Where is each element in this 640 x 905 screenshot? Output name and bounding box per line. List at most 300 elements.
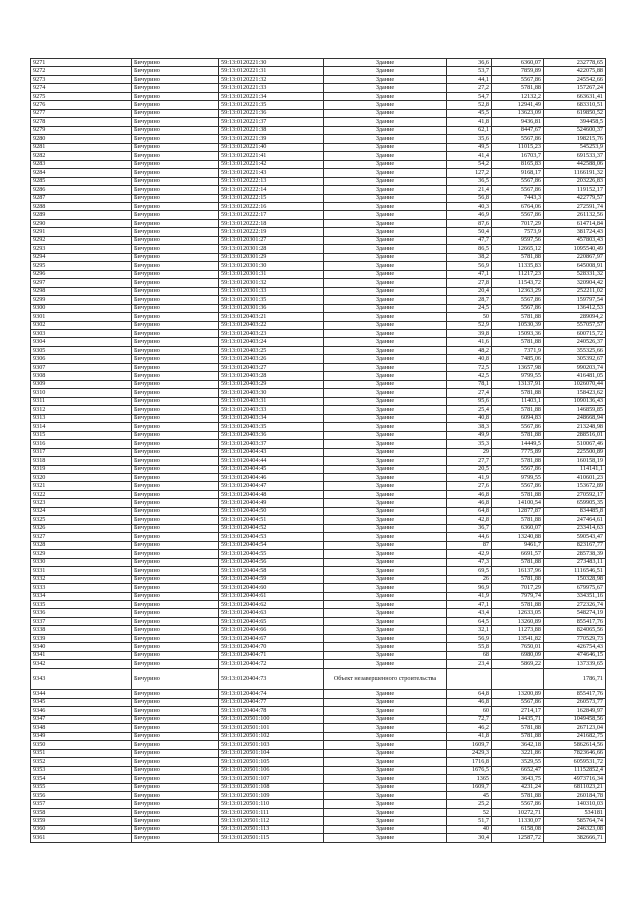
table-row (31, 389, 606, 397)
area-cell: 50,4 (447, 228, 492, 236)
object-type-cell: Здание (324, 330, 447, 338)
cadastral-value-cell: 246323,08 (544, 825, 606, 833)
area-cell: 56,9 (447, 634, 492, 642)
area-cell: 96,9 (447, 584, 492, 592)
locality-cell: Бичурино (132, 355, 219, 363)
object-type-cell: Здание (324, 270, 447, 278)
cadastral-value-cell: 159797,54 (544, 296, 606, 304)
area-cell: 53,7 (447, 67, 492, 75)
rate-cell: 7485,06 (492, 355, 544, 363)
table-row (31, 296, 606, 304)
row-number-cell: 9344 (31, 690, 132, 698)
row-number-cell: 9281 (31, 143, 132, 151)
locality-cell: Бичурино (132, 397, 219, 405)
object-type-cell: Здание (324, 186, 447, 194)
row-number-cell: 9318 (31, 457, 132, 465)
cadastral-value-cell: 600715,72 (544, 330, 606, 338)
rate-cell: 6691,57 (492, 550, 544, 558)
cadastral-number-cell: 59:13:0120404:50 (219, 507, 324, 515)
object-type-cell: Здание (324, 279, 447, 287)
cadastral-value-cell: 457803,43 (544, 236, 606, 244)
cadastral-value-cell: 5862614,56 (544, 741, 606, 749)
object-type-cell: Здание (324, 92, 447, 100)
locality-cell: Бичурино (132, 698, 219, 706)
rate-cell: 12132,2 (492, 92, 544, 100)
locality-cell: Бичурино (132, 499, 219, 507)
cadastral-number-cell: 59:13:0120501:102 (219, 732, 324, 740)
cadastral-value-cell: 422075,88 (544, 67, 606, 75)
locality-cell: Бичурино (132, 92, 219, 100)
object-type-cell: Здание (324, 338, 447, 346)
row-number-cell: 9314 (31, 423, 132, 431)
area-cell: 52 (447, 808, 492, 816)
row-number-cell: 9324 (31, 507, 132, 515)
object-type-cell: Здание (324, 152, 447, 160)
table-row (31, 533, 606, 541)
row-number-cell: 9322 (31, 490, 132, 498)
rate-cell: 14100,54 (492, 499, 544, 507)
cadastral-number-cell: 59:13:0120403:36 (219, 431, 324, 439)
rate-cell: 9461,7 (492, 541, 544, 549)
row-number-cell: 9278 (31, 118, 132, 126)
cadastral-number-cell: 59:13:0120222:16 (219, 202, 324, 210)
row-number-cell: 9300 (31, 304, 132, 312)
cadastral-value-cell: 855417,76 (544, 690, 606, 698)
cadastral-number-cell: 59:13:0120501:112 (219, 817, 324, 825)
cadastral-value-cell: 158423,62 (544, 389, 606, 397)
cadastral-number-cell: 59:13:0120301:29 (219, 253, 324, 261)
cadastral-number-cell: 59:13:0120404:43 (219, 448, 324, 456)
cadastral-number-cell: 59:13:0120403:26 (219, 355, 324, 363)
table-row (31, 186, 606, 194)
table-row (31, 690, 606, 698)
object-type-cell: Здание (324, 160, 447, 168)
cadastral-number-cell: 59:13:0120403:29 (219, 380, 324, 388)
row-number-cell: 9275 (31, 92, 132, 100)
cadastral-value-cell: 320904,42 (544, 279, 606, 287)
area-cell: 25,2 (447, 800, 492, 808)
cadastral-number-cell: 59:13:0120404:48 (219, 490, 324, 498)
row-number-cell: 9342 (31, 660, 132, 668)
rate-cell: 5781,88 (492, 490, 544, 498)
cadastral-value-cell: 382666,71 (544, 834, 606, 842)
locality-cell: Бичурино (132, 59, 219, 67)
rate-cell: 7859,89 (492, 67, 544, 75)
rate-cell: 12363,29 (492, 287, 544, 295)
locality-cell: Бичурино (132, 338, 219, 346)
rate-cell: 11273,88 (492, 626, 544, 634)
locality-cell: Бичурино (132, 457, 219, 465)
cadastral-value-cell: 1026070,44 (544, 380, 606, 388)
rate-cell: 2714,17 (492, 707, 544, 715)
area-cell: 47,1 (447, 270, 492, 278)
area-cell: 39,8 (447, 330, 492, 338)
area-cell: 36,5 (447, 177, 492, 185)
object-type-cell: Здание (324, 118, 447, 126)
cadastral-value-cell: 426754,43 (544, 643, 606, 651)
cadastral-number-cell: 59:13:0120221:40 (219, 143, 324, 151)
cadastral-value-cell: 140310,03 (544, 800, 606, 808)
area-cell: 40,8 (447, 355, 492, 363)
cadastral-value-cell: 355325,66 (544, 346, 606, 354)
cadastral-value-cell: 225500,89 (544, 448, 606, 456)
table-row (31, 567, 606, 575)
cadastral-number-cell: 59:13:0120404:58 (219, 567, 324, 575)
cadastral-value-cell: 150328,98 (544, 575, 606, 583)
rate-cell: 5781,88 (492, 84, 544, 92)
locality-cell: Бичурино (132, 516, 219, 524)
object-type-cell: Здание (324, 643, 447, 651)
locality-cell: Бичурино (132, 270, 219, 278)
area-cell: 27,8 (447, 279, 492, 287)
area-cell: 40,3 (447, 202, 492, 210)
row-number-cell: 9349 (31, 732, 132, 740)
rate-cell: 5781,88 (492, 457, 544, 465)
rate-cell: 5567,86 (492, 465, 544, 473)
object-type-cell: Здание (324, 296, 447, 304)
area-cell: 46,9 (447, 211, 492, 219)
cadastral-value-cell: 990203,74 (544, 363, 606, 371)
row-number-cell: 9303 (31, 330, 132, 338)
cadastral-value-cell: 203226,83 (544, 177, 606, 185)
cadastral-value-cell: 823167,77 (544, 541, 606, 549)
cadastral-value-cell: 1786,71 (544, 668, 606, 690)
cadastral-value-cell: 1166191,32 (544, 169, 606, 177)
object-type-cell: Здание (324, 584, 447, 592)
table-body (31, 59, 606, 843)
rate-cell: 6360,07 (492, 524, 544, 532)
area-cell: 28,7 (447, 296, 492, 304)
cadastral-number-cell: 59:13:0120403:22 (219, 321, 324, 329)
object-type-cell: Здание (324, 541, 447, 549)
area-cell: 52,9 (447, 321, 492, 329)
object-type-cell: Здание (324, 372, 447, 380)
table-row (31, 592, 606, 600)
cadastral-number-cell: 59:13:0120501:103 (219, 741, 324, 749)
cadastral-number-cell: 59:13:0120501:104 (219, 749, 324, 757)
locality-cell: Бичурино (132, 660, 219, 668)
area-cell: 87 (447, 541, 492, 549)
cadastral-number-cell: 59:13:0120403:31 (219, 397, 324, 405)
object-type-cell: Здание (324, 482, 447, 490)
rate-cell: 5781,88 (492, 406, 544, 414)
row-number-cell: 9358 (31, 808, 132, 816)
cadastral-number-cell: 59:13:0120404:77 (219, 698, 324, 706)
row-number-cell: 9319 (31, 465, 132, 473)
locality-cell: Бичурино (132, 567, 219, 575)
cadastral-number-cell: 59:13:0120501:110 (219, 800, 324, 808)
locality-cell: Бичурино (132, 296, 219, 304)
rate-cell: 9799,55 (492, 372, 544, 380)
row-number-cell: 9277 (31, 109, 132, 117)
row-number-cell: 9305 (31, 346, 132, 354)
cadastral-value-cell: 260573,77 (544, 698, 606, 706)
area-cell: 43,4 (447, 609, 492, 617)
row-number-cell: 9283 (31, 160, 132, 168)
row-number-cell: 9308 (31, 372, 132, 380)
locality-cell: Бичурино (132, 783, 219, 791)
area-cell: 64,8 (447, 507, 492, 515)
object-type-cell: Здание (324, 601, 447, 609)
area-cell: 87,6 (447, 219, 492, 227)
area-cell: 24,5 (447, 304, 492, 312)
cadastral-value-cell: 834485,8 (544, 507, 606, 515)
rate-cell: 7775,89 (492, 448, 544, 456)
rate-cell: 9436,81 (492, 118, 544, 126)
rate-cell: 5869,22 (492, 660, 544, 668)
object-type-cell: Здание (324, 109, 447, 117)
row-number-cell: 9294 (31, 253, 132, 261)
area-cell: 46,2 (447, 724, 492, 732)
object-type-cell: Здание (324, 766, 447, 774)
cadastral-value-cell: 683310,51 (544, 101, 606, 109)
row-number-cell: 9346 (31, 707, 132, 715)
area-cell: 47,1 (447, 601, 492, 609)
table-row (31, 758, 606, 766)
locality-cell: Бичурино (132, 126, 219, 134)
area-cell: 41,9 (447, 592, 492, 600)
cadastral-number-cell: 59:13:0120403:35 (219, 423, 324, 431)
object-type-cell: Здание (324, 287, 447, 295)
cadastral-value-cell: 619850,52 (544, 109, 606, 117)
table-row (31, 304, 606, 312)
cadastral-value-cell: 248668,94 (544, 414, 606, 422)
cadastral-number-cell: 59:13:0120404:70 (219, 643, 324, 651)
locality-cell: Бичурино (132, 406, 219, 414)
area-cell: 41,8 (447, 118, 492, 126)
cadastral-number-cell: 59:13:0120404:51 (219, 516, 324, 524)
rate-cell: 7979,74 (492, 592, 544, 600)
locality-cell: Бичурино (132, 414, 219, 422)
rate-cell: 3643,75 (492, 775, 544, 783)
object-type-cell: Здание (324, 406, 447, 414)
object-type-cell: Здание (324, 634, 447, 642)
cadastral-value-cell: 305392,67 (544, 355, 606, 363)
cadastral-number-cell: 59:13:0120404:44 (219, 457, 324, 465)
cadastral-number-cell: 59:13:0120404:56 (219, 558, 324, 566)
table-row (31, 825, 606, 833)
area-cell: 41,6 (447, 338, 492, 346)
table-row (31, 626, 606, 634)
area-cell: 35,3 (447, 440, 492, 448)
row-number-cell: 9292 (31, 236, 132, 244)
area-cell: 78,1 (447, 380, 492, 388)
row-number-cell: 9335 (31, 601, 132, 609)
area-cell: 20,4 (447, 287, 492, 295)
table-row (31, 262, 606, 270)
cadastral-value-cell: 422779,57 (544, 194, 606, 202)
object-type-cell: Здание (324, 473, 447, 481)
rate-cell: 9597,56 (492, 236, 544, 244)
table-row (31, 808, 606, 816)
table-row (31, 651, 606, 659)
cadastral-number-cell: 59:13:0120221:31 (219, 67, 324, 75)
cadastral-number-cell: 59:13:0120221:34 (219, 92, 324, 100)
table-row (31, 202, 606, 210)
locality-cell: Бичурино (132, 448, 219, 456)
table-row (31, 724, 606, 732)
rate-cell: 10530,39 (492, 321, 544, 329)
cadastral-value-cell: 1116546,51 (544, 567, 606, 575)
row-number-cell: 9271 (31, 59, 132, 67)
cadastral-value-cell: 260184,78 (544, 791, 606, 799)
row-number-cell: 9288 (31, 202, 132, 210)
rate-cell: 13623,09 (492, 109, 544, 117)
rate-cell: 6094,83 (492, 414, 544, 422)
table-row (31, 732, 606, 740)
area-cell: 41,8 (447, 732, 492, 740)
object-type-cell: Здание (324, 143, 447, 151)
object-type-cell: Здание (324, 236, 447, 244)
cadastral-number-cell: 59:13:0120501:108 (219, 783, 324, 791)
cadastral-number-cell: 59:13:0120404:71 (219, 651, 324, 659)
area-cell (447, 668, 492, 690)
locality-cell: Бичурино (132, 766, 219, 774)
area-cell: 38,2 (447, 253, 492, 261)
rate-cell: 6158,08 (492, 825, 544, 833)
object-type-cell: Здание (324, 346, 447, 354)
row-number-cell: 9282 (31, 152, 132, 160)
object-type-cell: Здание (324, 465, 447, 473)
cadastral-value-cell: 770529,73 (544, 634, 606, 642)
rate-cell: 3642,18 (492, 741, 544, 749)
cadastral-value-cell: 252211,02 (544, 287, 606, 295)
locality-cell: Бичурино (132, 473, 219, 481)
table-row (31, 558, 606, 566)
cadastral-value-cell: 394458,5 (544, 118, 606, 126)
rate-cell: 11403,1 (492, 397, 544, 405)
cadastral-number-cell: 59:13:0120301:31 (219, 270, 324, 278)
object-type-cell: Здание (324, 194, 447, 202)
locality-cell: Бичурино (132, 533, 219, 541)
area-cell: 55,8 (447, 643, 492, 651)
locality-cell: Бичурино (132, 626, 219, 634)
area-cell: 27,4 (447, 389, 492, 397)
row-number-cell: 9317 (31, 448, 132, 456)
area-cell: 45 (447, 791, 492, 799)
area-cell: 20,5 (447, 465, 492, 473)
locality-cell: Бичурино (132, 490, 219, 498)
cadastral-value-cell: 381724,43 (544, 228, 606, 236)
cadastral-value-cell: 528331,32 (544, 270, 606, 278)
locality-cell: Бичурино (132, 524, 219, 532)
cadastral-number-cell: 59:13:0120221:43 (219, 169, 324, 177)
area-cell: 127,2 (447, 169, 492, 177)
cadastral-value-cell: 6811023,21 (544, 783, 606, 791)
table-row (31, 152, 606, 160)
object-type-cell: Здание (324, 440, 447, 448)
table-row (31, 219, 606, 227)
cadastral-value-cell: 153672,89 (544, 482, 606, 490)
cadastral-number-cell: 59:13:0120501:105 (219, 758, 324, 766)
cadastral-value-cell: 663631,41 (544, 92, 606, 100)
row-number-cell: 9289 (31, 211, 132, 219)
table-row (31, 228, 606, 236)
object-type-cell: Здание (324, 758, 447, 766)
row-number-cell: 9273 (31, 75, 132, 83)
table-row (31, 440, 606, 448)
table-row (31, 84, 606, 92)
cadastral-number-cell: 59:13:0120404:61 (219, 592, 324, 600)
object-type-cell: Здание (324, 558, 447, 566)
rate-cell: 12633,05 (492, 609, 544, 617)
row-number-cell: 9338 (31, 626, 132, 634)
locality-cell: Бичурино (132, 465, 219, 473)
rate-cell: 4231,24 (492, 783, 544, 791)
locality-cell: Бичурино (132, 279, 219, 287)
area-cell: 36,7 (447, 524, 492, 532)
row-number-cell: 9355 (31, 783, 132, 791)
row-number-cell: 9345 (31, 698, 132, 706)
locality-cell: Бичурино (132, 724, 219, 732)
row-number-cell: 9333 (31, 584, 132, 592)
row-number-cell: 9359 (31, 817, 132, 825)
row-number-cell: 9353 (31, 766, 132, 774)
cadastral-value-cell: 7823646,66 (544, 749, 606, 757)
locality-cell: Бичурино (132, 707, 219, 715)
cadastral-value-cell: 545253,9 (544, 143, 606, 151)
cadastral-number-cell: 59:13:0120403:24 (219, 338, 324, 346)
locality-cell: Бичурино (132, 330, 219, 338)
cadastral-number-cell: 59:13:0120222:18 (219, 219, 324, 227)
cadastral-value-cell: 289094,2 (544, 313, 606, 321)
cadastral-number-cell: 59:13:0120501:115 (219, 834, 324, 842)
object-type-cell: Здание (324, 609, 447, 617)
rate-cell: 14435,71 (492, 715, 544, 723)
object-type-cell: Здание (324, 431, 447, 439)
locality-cell: Бичурино (132, 550, 219, 558)
area-cell: 35,6 (447, 135, 492, 143)
area-cell: 41,4 (447, 152, 492, 160)
object-type-cell: Здание (324, 524, 447, 532)
cadastral-value-cell: 824065,56 (544, 626, 606, 634)
table-row (31, 431, 606, 439)
rate-cell: 14449,5 (492, 440, 544, 448)
cadastral-value-cell: 220867,97 (544, 253, 606, 261)
locality-cell: Бичурино (132, 732, 219, 740)
cadastral-value-cell: 213248,98 (544, 423, 606, 431)
table-row (31, 660, 606, 668)
object-type-cell: Здание (324, 800, 447, 808)
table-row (31, 236, 606, 244)
rate-cell: 5781,88 (492, 431, 544, 439)
area-cell: 45,5 (447, 109, 492, 117)
rate-cell: 5567,86 (492, 186, 544, 194)
rate-cell: 5567,86 (492, 177, 544, 185)
area-cell: 40,8 (447, 414, 492, 422)
area-cell: 1609,7 (447, 741, 492, 749)
cadastral-value-cell: 136412,53 (544, 304, 606, 312)
row-number-cell: 9354 (31, 775, 132, 783)
cadastral-number-cell: 59:13:0120404:66 (219, 626, 324, 634)
cadastral-number-cell: 59:13:0120501:107 (219, 775, 324, 783)
area-cell: 46,8 (447, 499, 492, 507)
rate-cell: 10272,71 (492, 808, 544, 816)
locality-cell: Бичурино (132, 389, 219, 397)
cadastral-value-cell: 585764,74 (544, 817, 606, 825)
area-cell: 42,5 (447, 372, 492, 380)
cadastral-number-cell: 59:13:0120501:106 (219, 766, 324, 774)
locality-cell: Бичурино (132, 75, 219, 83)
row-number-cell: 9315 (31, 431, 132, 439)
rate-cell: 3529,55 (492, 758, 544, 766)
object-type-cell: Здание (324, 380, 447, 388)
cadastral-number-cell: 59:13:0120404:59 (219, 575, 324, 583)
cadastral-value-cell: 659905,35 (544, 499, 606, 507)
cadastral-number-cell: 59:13:0120501:100 (219, 715, 324, 723)
rate-cell: 5567,86 (492, 800, 544, 808)
table-row (31, 177, 606, 185)
